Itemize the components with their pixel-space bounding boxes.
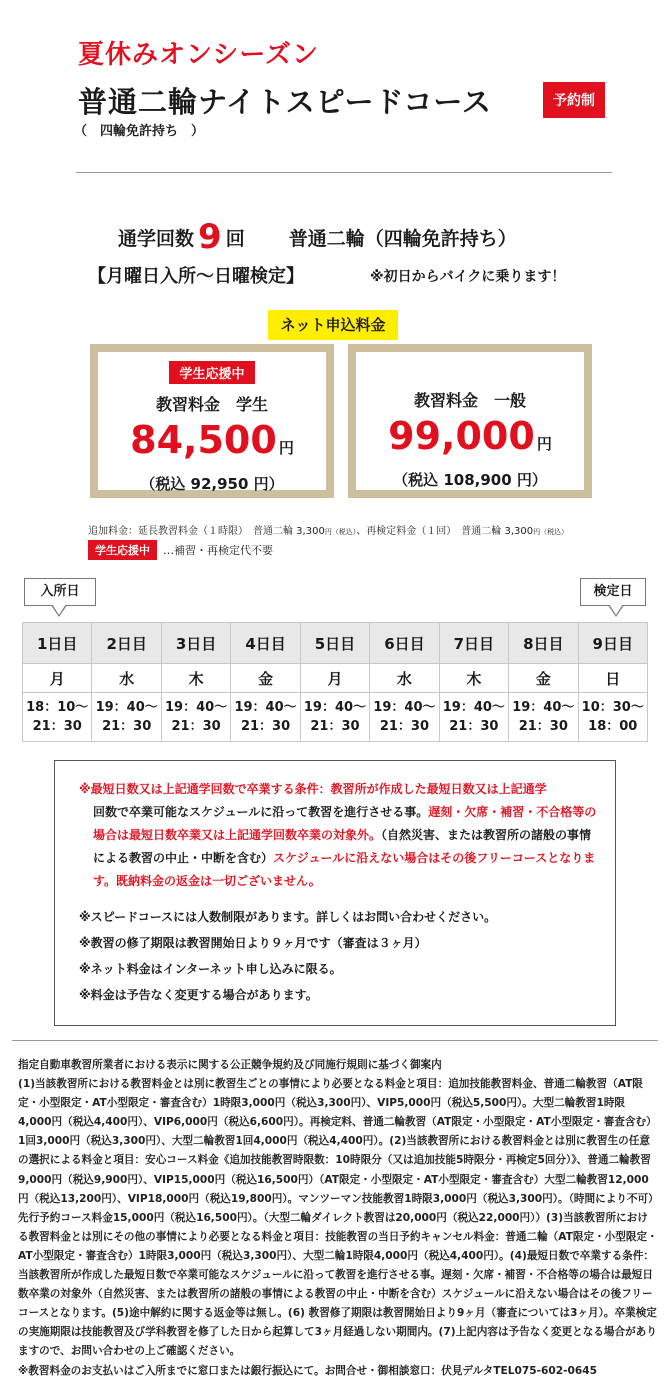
legal-body: (1)当該教習所における教習料金とは別に教習生ごとの事情により必要となる料金と項目：追加技能教習料金、普通二輪教習（AT限定・小型限定・AT小型限定・審査含む）1時限3,000円（税込3,300円）、VIP5,000円（税込5,500円）。大型二輪教習1時限4,000円（税込4,400円）、VIP6,000円（税込6,600円）。再検定料、普通二輪教習（AT限定・小型限定・AT小型限定・審査含む）1回3,000円（税込3,300円）、大型二輪教習1回4,000円（税込4,400円）。(2)当該教習所における教習料金とは別に教習生の任意の選択による料金と項目：安心コース料金《追加技能教習時限数：10時限分（又は追加技能5時限分・再検定5回分）》、普通二輪教習9,000円（税込9,900円）、VIP15,000円（税込16,500円）（AT限定・小型限定・AT小型限定・審査含む）大型二輪教習12,000円（税込13,200円）、VIP18,000円（税込19,800円）。マンツーマン技能教習1時限3,000円（税込3,300円）。（時間により不可）先行予約コース料金15,000円（税込16,500円）。（大型二輪ダイレクト教習は20,000円（税込22,000円））(3)当該教習所における教習料金とは別にその他の事情により必要となる料金と項目：技能教習の当日予約キャンセル料金：普通二輪（AT限定・小型限定・AT小型限定・審査含む）1時限3,000円（税込3,300円）、大型二輪1時限4,000円（税込4,400円）。(4)最短日数で卒業する条件：当該教習所が作成した最短日数で卒業可能なスケジュールに沿って教習を進行させる事。遅刻・欠席・補習・不合格等の場合は最短日数卒業の対象外（自然災害、または教習所の諸般の事情による教習の中止・中断を含む）スケジュールに沿えない場合はその後フリーコースとなります。(5)途中解約に関する返金等は無し。(6) 教習修了期限は教習開始日より9ヶ月（審査については3ヶ月）。卒業検定の実施期限は技能教習及び学科教習を修了した日から起算して3ヶ月経過しない期間内。(7)上記内容は予告なく変更となる場合がありますので、お問い合わせの上ご確認ください。 [18, 1078, 658, 1358]
exam-day-callout: 検定日 [580, 578, 646, 606]
student-support-badge: 学生応援中 [88, 540, 157, 560]
general-price-label: 教習料金 一般 [413, 391, 526, 410]
extra-fees: 追加料金：延長教習料金（１時限） 普通二輪 3,300円（税込）、再検定料金（１回） 普通二輪 3,300円（税込） [88, 526, 569, 537]
student-tax-price: （税込 92,950 円） [140, 475, 284, 493]
day-row [23, 623, 648, 664]
time-cell: 18：10〜 21：30 [23, 693, 92, 742]
student-support-row [88, 540, 273, 560]
general-tax-price: （税込 108,900 円） [393, 471, 547, 489]
attendance-count [118, 214, 517, 257]
course-type: 普通二輪（四輪免許持ち） [288, 228, 517, 250]
time-cell: 10：30〜 18：00 [578, 693, 648, 742]
time-cell: 19：40〜 21：30 [231, 693, 300, 742]
student-price [98, 419, 326, 469]
weekday-cell: 木 [161, 664, 230, 693]
note-speed-limit: ※スピードコースには人数制限があります。詳しくはお問い合わせください。 [79, 910, 497, 924]
count-prefix: 通学回数 [118, 228, 195, 250]
weekday-cell: 月 [23, 664, 92, 693]
legal-title: 指定自動車教習所業者における表示に関する公正競争規約及び同施行規則に基づく御案内 [18, 1059, 442, 1071]
day-cell: 1日目 [23, 623, 92, 664]
reservation-badge: 予約制 [543, 82, 605, 118]
weekday-cell: 日 [578, 664, 648, 693]
student-support-badge: 学生応援中 [169, 361, 254, 384]
day-cell: 5日目 [300, 623, 369, 664]
note-price-change: ※料金は予告なく変更する場合があります。 [79, 988, 318, 1002]
time-row [23, 693, 648, 742]
legal-footer: ※教習料金のお支払いはご入所までに窓口または銀行振込にて。お問合せ・御相談窓口：伏見デルタTEL075-602-0645 [18, 1364, 597, 1377]
student-support-note: …補習・再検定代不要 [163, 544, 273, 557]
divider [76, 172, 612, 173]
note-shortest-days: ※最短日数又は上記通学回数で卒業する条件：教習所が作成した最短日数又は上記通学 回数で卒業可能なスケジュールに沿って教習を進行させる事。遅刻・欠席・補習・不合格等の場合は最短日数卒業又は上記通学回数卒業の対象外。（自然災害、または教習所の諸般の事情による教習の中止・中断を含む）スケジュールに沿えない場合はその後フリーコースとなります。既納料金の返金は一切ございません。 [79, 782, 597, 888]
weekday-cell: 水 [370, 664, 439, 693]
day-cell: 3日目 [161, 623, 230, 664]
yen-unit: 円 [278, 439, 294, 457]
notes-box [54, 760, 616, 1026]
course-title: 普通二輪ナイトスピードコース [78, 85, 492, 119]
note-net-only: ※ネット料金はインターネット申し込みに限る。 [79, 962, 342, 976]
day-cell: 9日目 [578, 623, 648, 664]
season-title: 夏休みオンシーズン [78, 40, 320, 70]
day-cell: 2日目 [92, 623, 161, 664]
time-cell: 19：40〜 21：30 [161, 693, 230, 742]
legal-notice [18, 1056, 658, 1381]
note-expiry: ※教習の修了期限は教習開始日より９ヶ月です（審査は３ヶ月） [79, 936, 427, 950]
time-cell: 19：40〜 21：30 [439, 693, 508, 742]
count-suffix: 回 [225, 228, 245, 250]
general-price-value: 99,000 [388, 414, 535, 458]
general-price-box [348, 344, 592, 498]
weekday-cell: 月 [300, 664, 369, 693]
weekday-cell: 木 [439, 664, 508, 693]
student-price-value: 84,500 [130, 418, 277, 462]
day-cell: 6日目 [370, 623, 439, 664]
day-cell: 7日目 [439, 623, 508, 664]
time-cell: 19：40〜 21：30 [370, 693, 439, 742]
student-price-label: 教習料金 学生 [155, 395, 268, 414]
weekday-cell: 金 [231, 664, 300, 693]
schedule-table [22, 622, 648, 742]
time-cell: 19：40〜 21：30 [300, 693, 369, 742]
general-price [356, 415, 584, 465]
time-cell: 19：40〜 21：30 [92, 693, 161, 742]
student-price-box [90, 344, 334, 498]
weekday-cell: 水 [92, 664, 161, 693]
weekday-cell: 金 [509, 664, 578, 693]
divider [12, 1040, 658, 1041]
day-cell: 8日目 [509, 623, 578, 664]
entry-day-callout: 入所日 [24, 578, 96, 606]
weekday-row [23, 664, 648, 693]
count-number: 9 [198, 217, 222, 257]
first-day-note: ※初日からバイクに乗ります！ [370, 269, 566, 285]
yen-unit: 円 [536, 435, 552, 453]
day-cell: 4日目 [231, 623, 300, 664]
license-note: （ 四輪免許持ち ） [74, 124, 205, 139]
time-cell: 19：40〜 21：30 [509, 693, 578, 742]
net-fee-label: ネット申込料金 [268, 310, 398, 340]
schedule-rule: 【月曜日入所〜日曜検定】 [88, 266, 304, 287]
